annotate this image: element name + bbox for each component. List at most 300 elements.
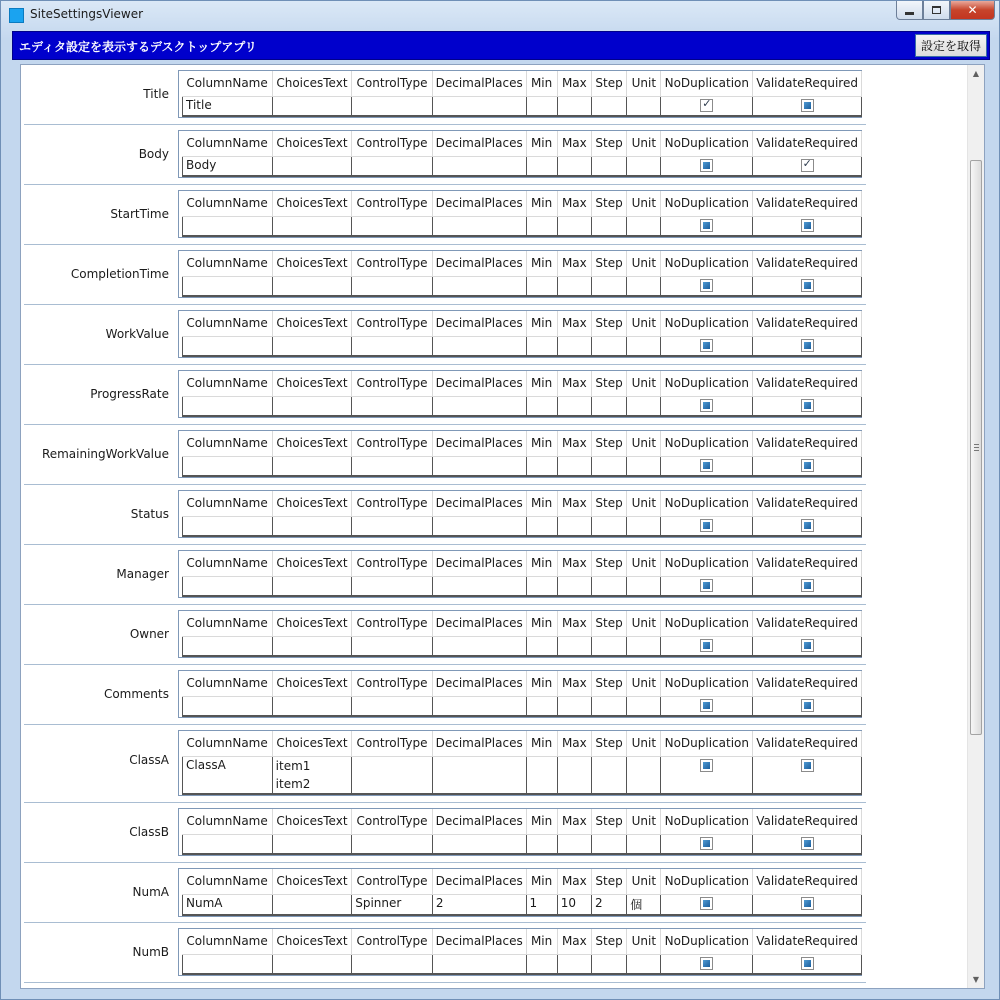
column-header[interactable]: ValidateRequired	[753, 731, 862, 756]
column-header[interactable]: NoDuplication	[661, 251, 753, 276]
no-duplication-cell[interactable]	[661, 156, 753, 176]
choices-text-cell[interactable]	[272, 636, 352, 656]
control-type-cell[interactable]	[352, 576, 433, 596]
column-header[interactable]: ChoicesText	[272, 929, 352, 954]
column-header[interactable]: Max	[557, 611, 591, 636]
column-header[interactable]: Step	[591, 671, 626, 696]
validate-required-cell[interactable]	[753, 576, 862, 596]
unit-cell[interactable]	[627, 696, 661, 716]
column-header[interactable]: ChoicesText	[272, 371, 352, 396]
column-header[interactable]: Min	[526, 551, 557, 576]
column-header[interactable]: Unit	[627, 929, 661, 954]
column-name-cell[interactable]	[183, 396, 273, 416]
max-cell[interactable]	[557, 336, 591, 356]
column-header[interactable]: ColumnName	[183, 311, 273, 336]
scroll-down-arrow-icon[interactable]: ▼	[972, 975, 980, 984]
checkbox-indeterminate-icon[interactable]	[700, 699, 713, 712]
step-cell[interactable]: 2	[591, 894, 626, 915]
table-row[interactable]	[183, 336, 862, 356]
column-header[interactable]: Max	[557, 191, 591, 216]
column-header[interactable]: Max	[557, 131, 591, 156]
column-header[interactable]: ControlType	[352, 191, 433, 216]
column-header[interactable]: Max	[557, 71, 591, 96]
column-header[interactable]: Max	[557, 671, 591, 696]
column-header[interactable]: NoDuplication	[661, 809, 753, 834]
max-cell[interactable]	[557, 636, 591, 656]
column-header[interactable]: Step	[591, 551, 626, 576]
control-type-cell[interactable]	[352, 276, 433, 296]
scroll-up-arrow-icon[interactable]: ▲	[972, 69, 980, 78]
column-header[interactable]: NoDuplication	[661, 731, 753, 756]
column-header[interactable]: ChoicesText	[272, 491, 352, 516]
column-header[interactable]: DecimalPlaces	[432, 671, 526, 696]
column-name-cell[interactable]	[183, 216, 273, 236]
fetch-settings-button[interactable]: 設定を取得	[915, 34, 987, 57]
column-header[interactable]: ControlType	[352, 371, 433, 396]
min-cell[interactable]	[526, 756, 557, 794]
column-header[interactable]: ChoicesText	[272, 131, 352, 156]
title-bar[interactable]	[1, 1, 999, 29]
column-header[interactable]: ValidateRequired	[753, 809, 862, 834]
min-cell[interactable]	[526, 576, 557, 596]
checkbox-indeterminate-icon[interactable]	[700, 339, 713, 352]
column-header[interactable]: Max	[557, 869, 591, 894]
choices-text-cell[interactable]	[272, 576, 352, 596]
column-name-cell[interactable]	[183, 696, 273, 716]
column-header[interactable]: NoDuplication	[661, 191, 753, 216]
max-cell[interactable]	[557, 576, 591, 596]
column-header[interactable]: Step	[591, 809, 626, 834]
step-cell[interactable]	[591, 456, 626, 476]
column-header[interactable]: NoDuplication	[661, 311, 753, 336]
step-cell[interactable]	[591, 516, 626, 536]
choices-text-cell[interactable]	[272, 216, 352, 236]
column-header[interactable]: ColumnName	[183, 71, 273, 96]
column-header[interactable]: ColumnName	[183, 809, 273, 834]
min-cell[interactable]	[526, 96, 557, 116]
max-cell[interactable]	[557, 696, 591, 716]
no-duplication-cell[interactable]	[661, 276, 753, 296]
control-type-cell[interactable]	[352, 456, 433, 476]
column-header[interactable]: ControlType	[352, 809, 433, 834]
validate-required-cell[interactable]	[753, 96, 862, 116]
unit-cell[interactable]	[627, 96, 661, 116]
checkbox-indeterminate-icon[interactable]	[801, 459, 814, 472]
column-header[interactable]: DecimalPlaces	[432, 551, 526, 576]
column-header[interactable]: Min	[526, 311, 557, 336]
column-header[interactable]: DecimalPlaces	[432, 191, 526, 216]
no-duplication-cell[interactable]	[661, 216, 753, 236]
checkbox-indeterminate-icon[interactable]	[801, 219, 814, 232]
column-header[interactable]: Unit	[627, 71, 661, 96]
column-name-cell[interactable]	[183, 576, 273, 596]
column-header[interactable]: DecimalPlaces	[432, 371, 526, 396]
control-type-cell[interactable]: Spinner	[352, 894, 433, 915]
column-name-cell[interactable]	[183, 516, 273, 536]
close-button[interactable]	[950, 1, 995, 20]
column-header[interactable]: NoDuplication	[661, 929, 753, 954]
table-row[interactable]	[183, 96, 862, 116]
column-header[interactable]: ControlType	[352, 131, 433, 156]
control-type-cell[interactable]	[352, 516, 433, 536]
column-header[interactable]: Min	[526, 671, 557, 696]
column-header[interactable]: ColumnName	[183, 431, 273, 456]
decimal-places-cell[interactable]	[432, 156, 526, 176]
maximize-button[interactable]	[923, 1, 950, 20]
unit-cell[interactable]	[627, 756, 661, 794]
column-header[interactable]: Unit	[627, 311, 661, 336]
control-type-cell[interactable]	[352, 636, 433, 656]
max-cell[interactable]	[557, 396, 591, 416]
control-type-cell[interactable]	[352, 954, 433, 974]
column-header[interactable]: Unit	[627, 671, 661, 696]
column-header[interactable]: ControlType	[352, 251, 433, 276]
column-name-cell[interactable]	[183, 834, 273, 854]
no-duplication-cell[interactable]	[661, 954, 753, 974]
unit-cell[interactable]	[627, 834, 661, 854]
column-header[interactable]: Max	[557, 731, 591, 756]
control-type-cell[interactable]	[352, 216, 433, 236]
unit-cell[interactable]	[627, 336, 661, 356]
no-duplication-cell[interactable]	[661, 636, 753, 656]
unit-cell[interactable]	[627, 216, 661, 236]
column-name-cell[interactable]: Title	[183, 96, 273, 116]
max-cell[interactable]	[557, 96, 591, 116]
decimal-places-cell[interactable]	[432, 576, 526, 596]
checkbox-indeterminate-icon[interactable]	[801, 399, 814, 412]
column-header[interactable]: Step	[591, 251, 626, 276]
column-header[interactable]: ValidateRequired	[753, 551, 862, 576]
unit-cell[interactable]	[627, 954, 661, 974]
control-type-cell[interactable]	[352, 156, 433, 176]
min-cell[interactable]	[526, 396, 557, 416]
choices-text-cell[interactable]	[272, 276, 352, 296]
table-row[interactable]	[183, 396, 862, 416]
checkbox-indeterminate-icon[interactable]	[700, 219, 713, 232]
control-type-cell[interactable]	[352, 834, 433, 854]
decimal-places-cell[interactable]	[432, 756, 526, 794]
decimal-places-cell[interactable]	[432, 636, 526, 656]
column-name-cell[interactable]: ClassA	[183, 756, 273, 794]
column-header[interactable]: ControlType	[352, 551, 433, 576]
checkbox-indeterminate-icon[interactable]	[801, 99, 814, 112]
column-header[interactable]: ColumnName	[183, 551, 273, 576]
column-header[interactable]: Unit	[627, 869, 661, 894]
unit-cell[interactable]	[627, 576, 661, 596]
column-header[interactable]: ValidateRequired	[753, 869, 862, 894]
column-header[interactable]: Step	[591, 869, 626, 894]
decimal-places-cell[interactable]	[432, 276, 526, 296]
max-cell[interactable]	[557, 756, 591, 794]
column-header[interactable]: Min	[526, 131, 557, 156]
column-header[interactable]: ValidateRequired	[753, 71, 862, 96]
validate-required-cell[interactable]	[753, 456, 862, 476]
column-header[interactable]: DecimalPlaces	[432, 869, 526, 894]
step-cell[interactable]	[591, 396, 626, 416]
column-header[interactable]: ChoicesText	[272, 71, 352, 96]
column-header[interactable]: Unit	[627, 191, 661, 216]
step-cell[interactable]	[591, 834, 626, 854]
no-duplication-cell[interactable]	[661, 756, 753, 794]
column-header[interactable]: Unit	[627, 491, 661, 516]
column-header[interactable]: ControlType	[352, 431, 433, 456]
column-header[interactable]: Min	[526, 731, 557, 756]
unit-cell[interactable]	[627, 156, 661, 176]
column-header[interactable]: DecimalPlaces	[432, 431, 526, 456]
column-header[interactable]: Unit	[627, 809, 661, 834]
column-name-cell[interactable]	[183, 336, 273, 356]
no-duplication-cell[interactable]	[661, 834, 753, 854]
column-header[interactable]: ControlType	[352, 671, 433, 696]
checkbox-indeterminate-icon[interactable]	[801, 339, 814, 352]
checkbox-indeterminate-icon[interactable]	[700, 519, 713, 532]
decimal-places-cell[interactable]	[432, 456, 526, 476]
column-header[interactable]: ChoicesText	[272, 731, 352, 756]
table-row[interactable]	[183, 636, 862, 656]
column-header[interactable]: Max	[557, 929, 591, 954]
decimal-places-cell[interactable]	[432, 834, 526, 854]
choices-text-cell[interactable]	[272, 96, 352, 116]
column-header[interactable]: ChoicesText	[272, 611, 352, 636]
max-cell[interactable]	[557, 516, 591, 536]
checkbox-indeterminate-icon[interactable]	[801, 759, 814, 772]
table-row[interactable]	[183, 216, 862, 236]
min-cell[interactable]	[526, 276, 557, 296]
checkbox-indeterminate-icon[interactable]	[700, 159, 713, 172]
decimal-places-cell[interactable]	[432, 96, 526, 116]
column-header[interactable]: ColumnName	[183, 731, 273, 756]
column-header[interactable]: Step	[591, 611, 626, 636]
min-cell[interactable]: 1	[526, 894, 557, 915]
column-header[interactable]: NoDuplication	[661, 671, 753, 696]
column-header[interactable]: Max	[557, 809, 591, 834]
column-header[interactable]: ChoicesText	[272, 809, 352, 834]
column-header[interactable]: ColumnName	[183, 251, 273, 276]
max-cell[interactable]	[557, 216, 591, 236]
column-header[interactable]: Min	[526, 929, 557, 954]
column-header[interactable]: Step	[591, 371, 626, 396]
validate-required-cell[interactable]	[753, 216, 862, 236]
checkbox-indeterminate-icon[interactable]	[700, 399, 713, 412]
column-header[interactable]: DecimalPlaces	[432, 71, 526, 96]
min-cell[interactable]	[526, 696, 557, 716]
no-duplication-cell[interactable]	[661, 696, 753, 716]
column-header[interactable]: DecimalPlaces	[432, 311, 526, 336]
control-type-cell[interactable]	[352, 96, 433, 116]
validate-required-cell[interactable]	[753, 696, 862, 716]
no-duplication-cell[interactable]	[661, 894, 753, 915]
unit-cell[interactable]	[627, 636, 661, 656]
column-header[interactable]: Min	[526, 809, 557, 834]
choices-text-cell[interactable]	[272, 396, 352, 416]
step-cell[interactable]	[591, 636, 626, 656]
validate-required-cell[interactable]	[753, 636, 862, 656]
column-header[interactable]: ValidateRequired	[753, 131, 862, 156]
checkbox-indeterminate-icon[interactable]	[700, 897, 713, 910]
checkbox-checked-icon[interactable]	[801, 159, 814, 172]
column-header[interactable]: Max	[557, 431, 591, 456]
column-header[interactable]: ColumnName	[183, 869, 273, 894]
column-header[interactable]: ControlType	[352, 929, 433, 954]
column-header[interactable]: Step	[591, 431, 626, 456]
min-cell[interactable]	[526, 456, 557, 476]
column-header[interactable]: ControlType	[352, 731, 433, 756]
column-header[interactable]: Min	[526, 191, 557, 216]
column-header[interactable]: ValidateRequired	[753, 491, 862, 516]
column-name-cell[interactable]	[183, 954, 273, 974]
table-row[interactable]	[183, 756, 862, 794]
column-header[interactable]: DecimalPlaces	[432, 251, 526, 276]
decimal-places-cell[interactable]	[432, 516, 526, 536]
validate-required-cell[interactable]	[753, 156, 862, 176]
column-header[interactable]: Min	[526, 611, 557, 636]
column-header[interactable]: NoDuplication	[661, 551, 753, 576]
decimal-places-cell[interactable]	[432, 954, 526, 974]
step-cell[interactable]	[591, 576, 626, 596]
column-header[interactable]: ColumnName	[183, 491, 273, 516]
column-header[interactable]: NoDuplication	[661, 491, 753, 516]
column-header[interactable]: ValidateRequired	[753, 311, 862, 336]
unit-cell[interactable]	[627, 276, 661, 296]
table-row[interactable]	[183, 516, 862, 536]
column-name-cell[interactable]	[183, 456, 273, 476]
decimal-places-cell[interactable]	[432, 336, 526, 356]
validate-required-cell[interactable]	[753, 276, 862, 296]
min-cell[interactable]	[526, 156, 557, 176]
column-header[interactable]: DecimalPlaces	[432, 809, 526, 834]
step-cell[interactable]	[591, 336, 626, 356]
checkbox-indeterminate-icon[interactable]	[700, 639, 713, 652]
control-type-cell[interactable]	[352, 756, 433, 794]
control-type-cell[interactable]	[352, 396, 433, 416]
column-header[interactable]: ColumnName	[183, 371, 273, 396]
min-cell[interactable]	[526, 216, 557, 236]
unit-cell[interactable]	[627, 396, 661, 416]
step-cell[interactable]	[591, 756, 626, 794]
column-header[interactable]: NoDuplication	[661, 869, 753, 894]
decimal-places-cell[interactable]	[432, 696, 526, 716]
step-cell[interactable]	[591, 276, 626, 296]
checkbox-indeterminate-icon[interactable]	[700, 279, 713, 292]
column-header[interactable]: ValidateRequired	[753, 431, 862, 456]
choices-text-cell[interactable]	[272, 156, 352, 176]
column-header[interactable]: Step	[591, 131, 626, 156]
min-cell[interactable]	[526, 954, 557, 974]
checkbox-indeterminate-icon[interactable]	[801, 639, 814, 652]
table-row[interactable]	[183, 834, 862, 854]
choices-text-cell[interactable]	[272, 696, 352, 716]
column-header[interactable]: Min	[526, 251, 557, 276]
column-header[interactable]: NoDuplication	[661, 431, 753, 456]
table-row[interactable]	[183, 696, 862, 716]
no-duplication-cell[interactable]	[661, 456, 753, 476]
column-name-cell[interactable]	[183, 276, 273, 296]
column-header[interactable]: DecimalPlaces	[432, 131, 526, 156]
step-cell[interactable]	[591, 696, 626, 716]
checkbox-indeterminate-icon[interactable]	[700, 759, 713, 772]
max-cell[interactable]	[557, 276, 591, 296]
column-header[interactable]: NoDuplication	[661, 371, 753, 396]
choices-text-cell[interactable]	[272, 894, 352, 915]
min-cell[interactable]	[526, 834, 557, 854]
checkbox-indeterminate-icon[interactable]	[801, 897, 814, 910]
unit-cell[interactable]	[627, 456, 661, 476]
decimal-places-cell[interactable]	[432, 396, 526, 416]
unit-cell[interactable]: 個	[627, 894, 661, 915]
table-row[interactable]	[183, 576, 862, 596]
validate-required-cell[interactable]	[753, 516, 862, 536]
checkbox-checked-icon[interactable]	[700, 99, 713, 112]
column-header[interactable]: Max	[557, 371, 591, 396]
column-header[interactable]: Min	[526, 869, 557, 894]
column-header[interactable]: ChoicesText	[272, 251, 352, 276]
choices-text-cell[interactable]	[272, 516, 352, 536]
no-duplication-cell[interactable]	[661, 336, 753, 356]
column-header[interactable]: Step	[591, 191, 626, 216]
column-header[interactable]: ColumnName	[183, 929, 273, 954]
control-type-cell[interactable]	[352, 336, 433, 356]
checkbox-indeterminate-icon[interactable]	[801, 957, 814, 970]
column-header[interactable]: Max	[557, 251, 591, 276]
column-header[interactable]: ChoicesText	[272, 311, 352, 336]
column-header[interactable]: Max	[557, 491, 591, 516]
table-row[interactable]	[183, 456, 862, 476]
decimal-places-cell[interactable]	[432, 216, 526, 236]
validate-required-cell[interactable]	[753, 954, 862, 974]
table-row[interactable]	[183, 156, 862, 176]
checkbox-indeterminate-icon[interactable]	[700, 579, 713, 592]
step-cell[interactable]	[591, 96, 626, 116]
column-header[interactable]: Unit	[627, 731, 661, 756]
column-header[interactable]: ColumnName	[183, 671, 273, 696]
column-header[interactable]: Step	[591, 929, 626, 954]
column-header[interactable]: ChoicesText	[272, 431, 352, 456]
column-header[interactable]: Step	[591, 491, 626, 516]
table-row[interactable]	[183, 954, 862, 974]
column-header[interactable]: Unit	[627, 611, 661, 636]
validate-required-cell[interactable]	[753, 834, 862, 854]
max-cell[interactable]	[557, 834, 591, 854]
column-header[interactable]: ColumnName	[183, 191, 273, 216]
checkbox-indeterminate-icon[interactable]	[801, 699, 814, 712]
column-header[interactable]: Step	[591, 311, 626, 336]
vertical-scrollbar[interactable]	[967, 65, 984, 988]
column-header[interactable]: DecimalPlaces	[432, 611, 526, 636]
checkbox-indeterminate-icon[interactable]	[700, 837, 713, 850]
column-header[interactable]: Min	[526, 371, 557, 396]
column-header[interactable]: Min	[526, 431, 557, 456]
column-header[interactable]: ChoicesText	[272, 191, 352, 216]
min-cell[interactable]	[526, 336, 557, 356]
choices-text-cell[interactable]	[272, 456, 352, 476]
checkbox-indeterminate-icon[interactable]	[801, 519, 814, 532]
table-row[interactable]	[183, 276, 862, 296]
validate-required-cell[interactable]	[753, 756, 862, 794]
checkbox-indeterminate-icon[interactable]	[700, 459, 713, 472]
no-duplication-cell[interactable]	[661, 516, 753, 536]
choices-text-cell[interactable]	[272, 834, 352, 854]
checkbox-indeterminate-icon[interactable]	[801, 837, 814, 850]
column-header[interactable]: NoDuplication	[661, 131, 753, 156]
column-header[interactable]: Unit	[627, 431, 661, 456]
min-cell[interactable]	[526, 636, 557, 656]
choices-text-cell[interactable]	[272, 756, 352, 794]
checkbox-indeterminate-icon[interactable]	[801, 279, 814, 292]
column-header[interactable]: Step	[591, 71, 626, 96]
no-duplication-cell[interactable]	[661, 396, 753, 416]
decimal-places-cell[interactable]: 2	[432, 894, 526, 915]
column-header[interactable]: ColumnName	[183, 131, 273, 156]
